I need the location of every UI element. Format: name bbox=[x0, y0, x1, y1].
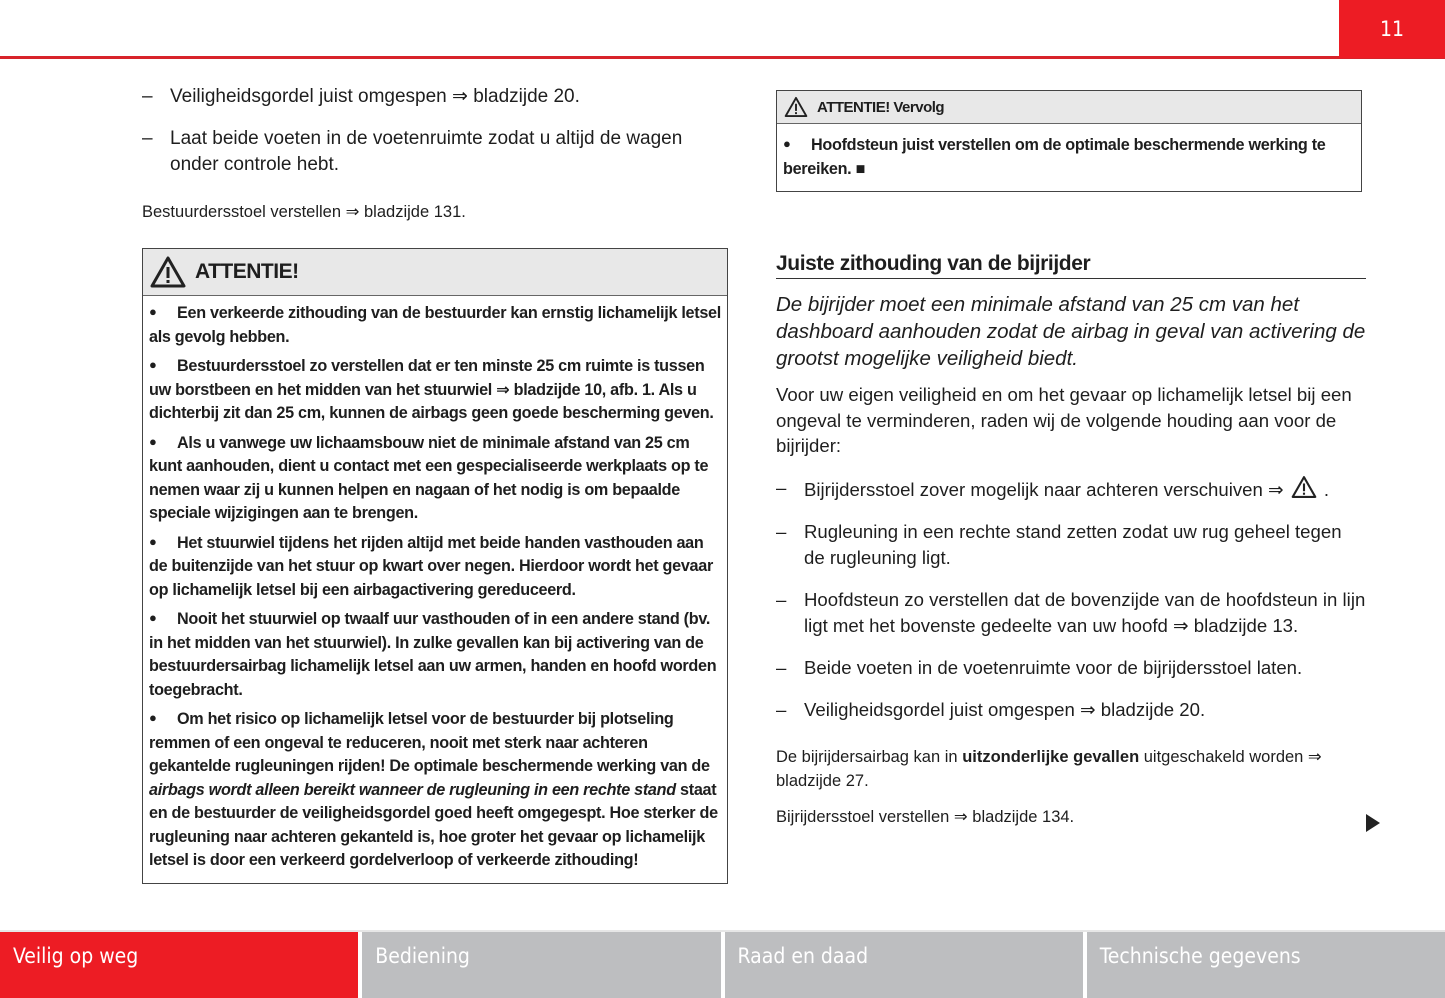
warning-item: ● Nooit het stuurwiel op twaalf uur vasthouden of in een andere stand (bv. in het midden van het stuurwiel). In zulke gevallen kan bij activering van de bestuurdersairbag lichamelijk letsel aan uw armen, handen en hoofd worden toegebracht. bbox=[149, 610, 717, 699]
header-rule bbox=[0, 56, 1445, 59]
warning-box bbox=[142, 248, 728, 884]
list-item: – Rugleuning in een rechte stand zetten zodat uw rug geheel tegen de rugleuning ligt. bbox=[776, 520, 1342, 568]
list-item: – Veiligheidsgordel juist omgespen ⇒ bladzijde 20. bbox=[142, 86, 580, 107]
tab-technische-gegevens[interactable]: Technische gegevens bbox=[1087, 932, 1445, 998]
list-item: – Hoofdsteun zo verstellen dat de bovenzijde van de hoofdsteun in lijn ligt met het bovenste gedeelte van uw hoofd ⇒ bladzijde 13. bbox=[776, 588, 1366, 636]
warning-header bbox=[777, 91, 1361, 124]
section-intro: De bijrijder moet een minimale afstand van 25 cm van het dashboard aanhouden zodat de airbag in geval van activering de grootst mogelijke veiligheid biedt. bbox=[776, 293, 1366, 370]
warning-item: ● Een verkeerde zithouding van de bestuurder kan ernstig lichamelijk letsel als gevolg hebben. bbox=[149, 304, 721, 346]
warning-item: ● Bestuurdersstoel zo verstellen dat er ten minste 25 cm ruimte is tussen uw borstbeen en het midden van het stuurwiel ⇒ bladzijde 10, afb. 1. Als u dichterbij zit dan 25 cm, kunnen de airbags geen goede bescherming geven. bbox=[149, 357, 714, 422]
airbag-note: De bijrijdersairbag kan in uitzonderlijke gevallen uitgeschakeld worden ⇒ bladzijde 27. bbox=[776, 747, 1322, 790]
page-number: 11 bbox=[1339, 0, 1445, 58]
tab-bediening[interactable]: Bediening bbox=[362, 932, 720, 998]
warning-item: ● Hoofdsteun juist verstellen om de optimale beschermende werking te bereiken. ■ bbox=[783, 136, 1326, 178]
warning-item: ● Als u vanwege uw lichaamsbouw niet de minimale afstand van 25 cm kunt aanhouden, dient u contact met een gespecialiseerde werkplaats op te nemen waar zij u kunnen helpen en nagaan of het nodig is om bepaalde speciale wijzigingen aan te brengen. bbox=[149, 433, 709, 522]
warning-continued-box bbox=[776, 90, 1362, 192]
tab-veilig-op-weg[interactable]: Veilig op weg bbox=[0, 932, 358, 998]
cross-reference: Bestuurdersstoel verstellen ⇒ bladzijde 131. bbox=[142, 203, 466, 221]
list-item: – Bijrijdersstoel zover mogelijk naar achteren verschuiven ⇒ . bbox=[776, 476, 1330, 500]
warning-triangle-icon bbox=[149, 255, 187, 289]
warning-triangle-icon bbox=[783, 96, 809, 118]
left-column bbox=[142, 84, 732, 884]
chapter-tabs bbox=[0, 932, 1445, 998]
list-item: – Veiligheidsgordel juist omgespen ⇒ bladzijde 20. bbox=[776, 698, 1206, 720]
warning-body bbox=[777, 124, 1361, 191]
warning-header bbox=[143, 249, 727, 296]
recommendation-list bbox=[776, 475, 1366, 723]
warning-item: ● Om het risico op lichamelijk letsel voor de bestuurder bij plotseling remmen of een ongeval te reduceren, nooit met sterk naar achteren gekantelde rugleuningen rijden! De optimale beschermende werking van de airbags wordt alleen bereikt wanneer de rugleuning in een rechte stand staat en de bestuurder de veiligheidsgordel goed heeft omgegespt. Hoe sterker de rugleuning naar achteren gekanteld is, hoe groter het gevaar op lichamelijk letsel is door een verkeerd gordelverloop of verkeerde zithouding! bbox=[149, 710, 718, 869]
tab-raad-en-daad[interactable]: Raad en daad bbox=[725, 932, 1083, 998]
warning-body bbox=[143, 296, 727, 883]
body-paragraph: Voor uw eigen veiligheid en om het gevaar op lichamelijk letsel bij een ongeval te verminderen, raden wij de volgende houding aan voor de bijrijder: bbox=[776, 384, 1352, 456]
section-title: Juiste zithouding van de bijrijder bbox=[776, 252, 1366, 279]
warning-triangle-icon[interactable] bbox=[1289, 475, 1319, 499]
next-page-arrow-icon[interactable] bbox=[1366, 814, 1380, 832]
right-column bbox=[776, 90, 1366, 829]
cross-reference: Bijrijdersstoel verstellen ⇒ bladzijde 134. bbox=[776, 807, 1075, 826]
list-item: – Laat beide voeten in de voetenruimte zodat u altijd de wagen onder controle hebt. bbox=[142, 128, 683, 175]
warning-title: ATTENTIE! bbox=[195, 260, 299, 283]
warning-title: ATTENTIE! Vervolg bbox=[817, 98, 945, 116]
warning-item: ● Het stuurwiel tijdens het rijden altijd met beide handen vasthouden aan de buitenzijde van het stuur op kwart over negen. Hierdoor wordt het gevaar op lichamelijk letsel bij een airbagactivering gereduceerd. bbox=[149, 533, 713, 599]
list-item: – Beide voeten in de voetenruimte voor de bijrijdersstoel laten. bbox=[776, 656, 1303, 678]
